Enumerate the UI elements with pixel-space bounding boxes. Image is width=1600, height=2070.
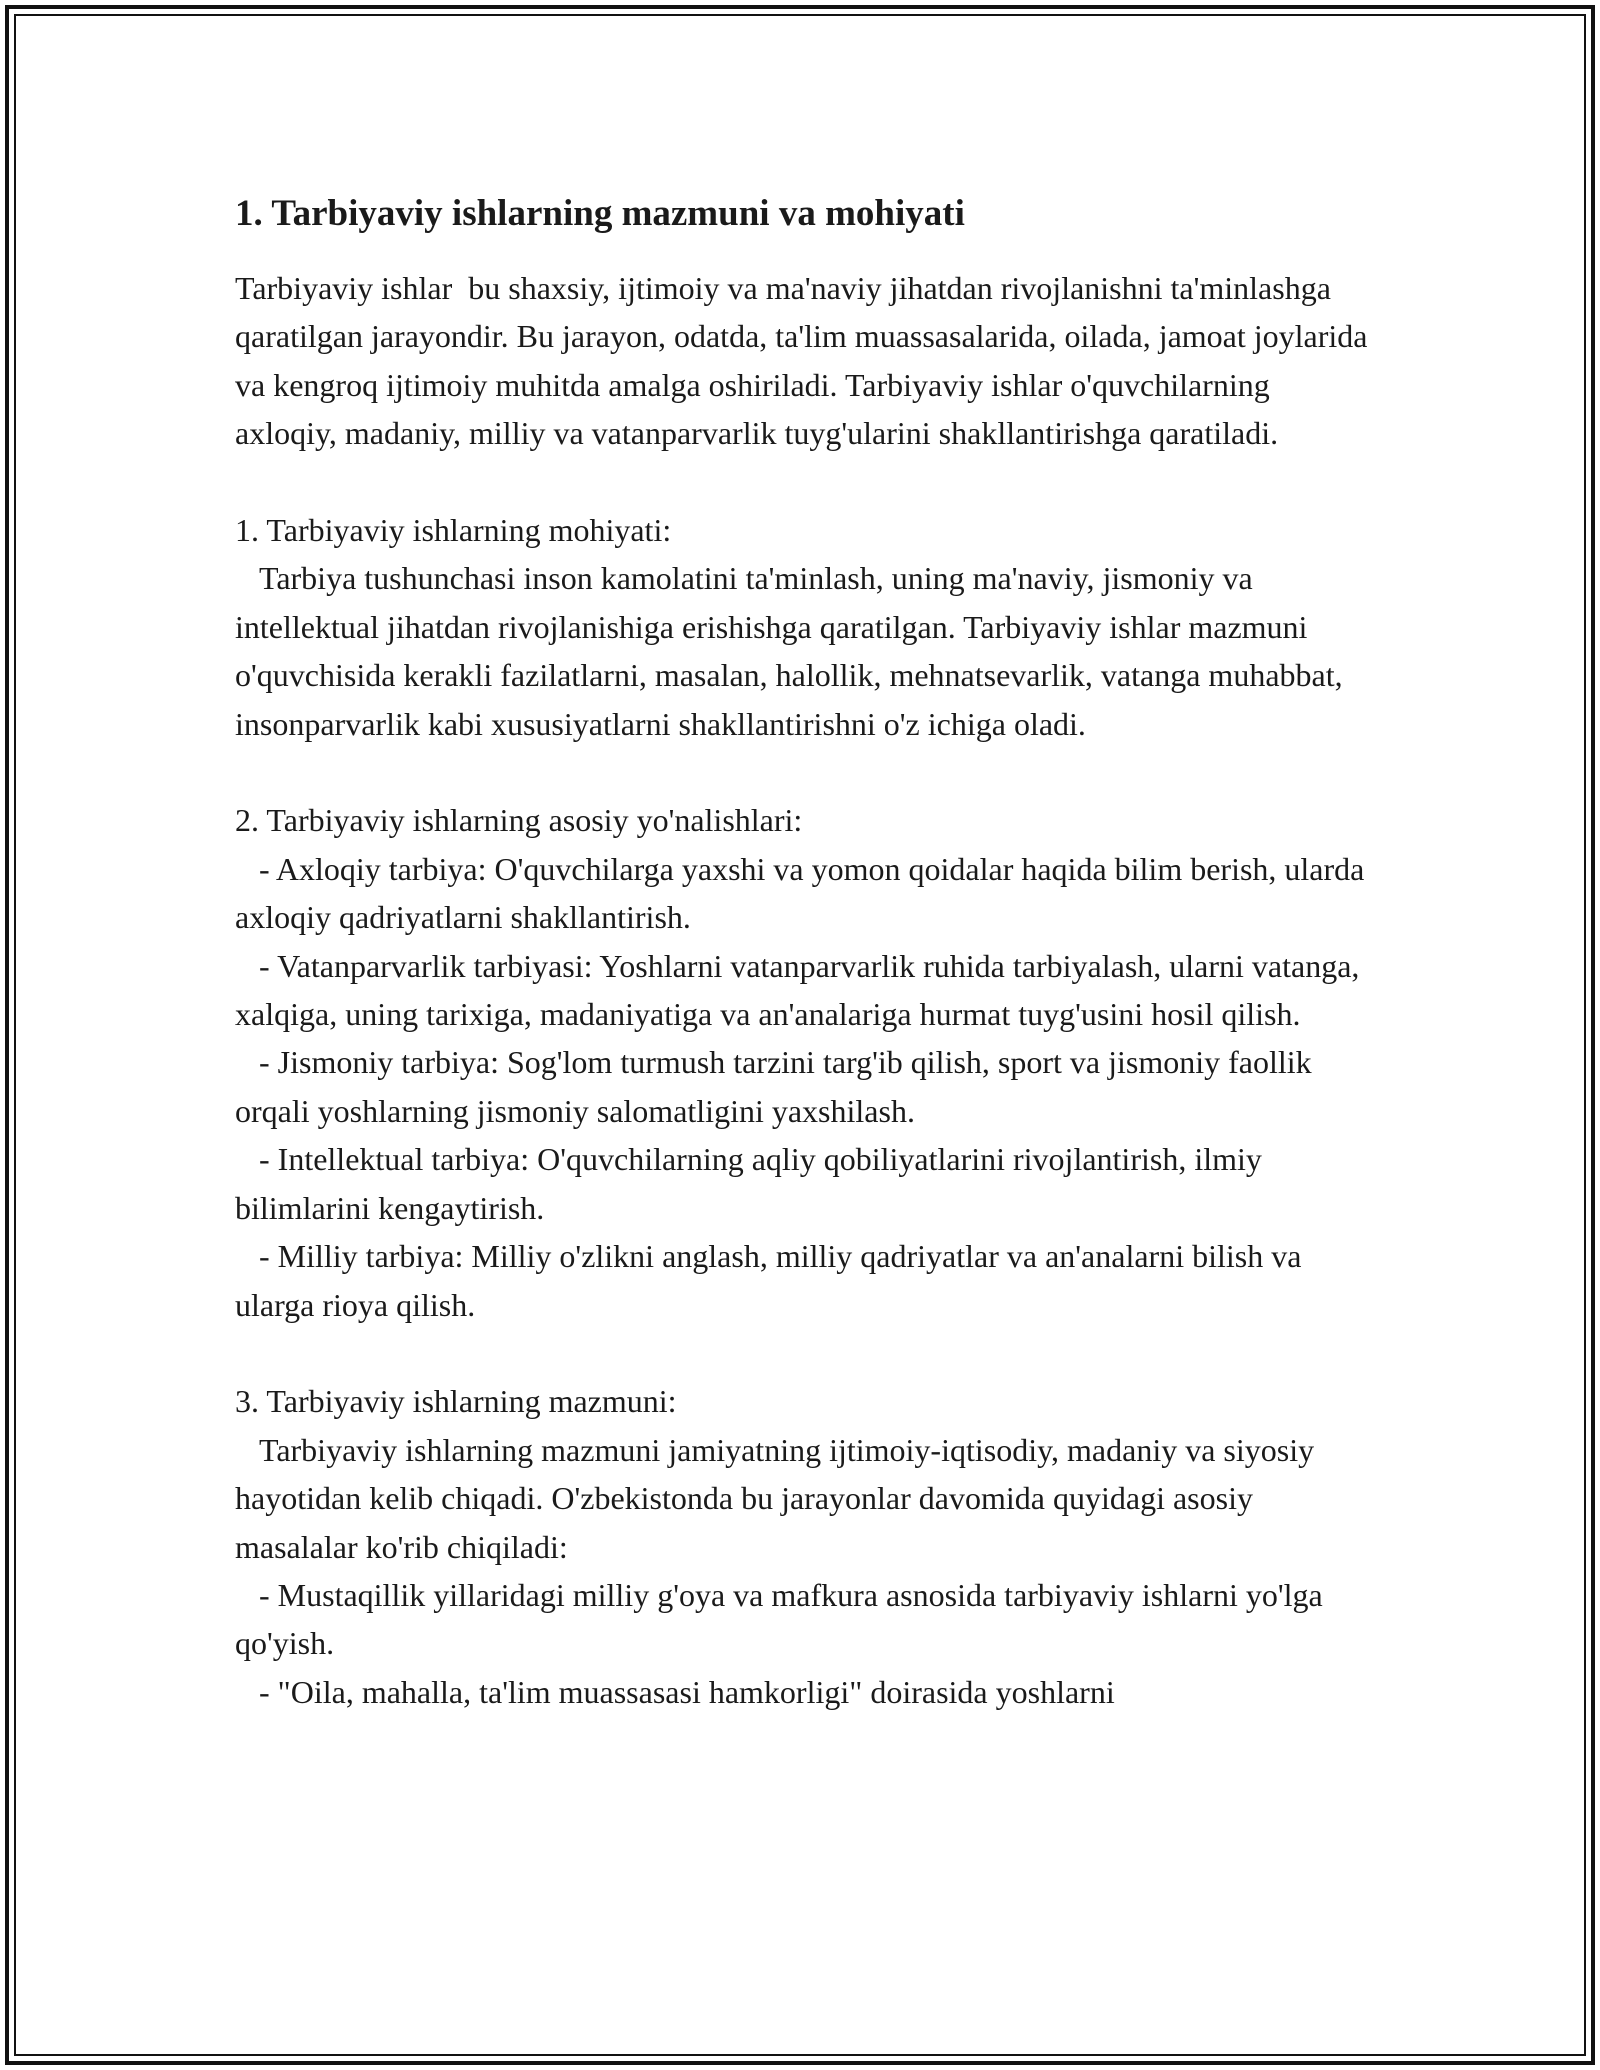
section-essence [235, 506, 1375, 748]
list-item: - Milliy tarbiya: Milliy o'zlikni anglash, milliy qadriyatlar va an'analarni bilish va ularga rioya qilish. [235, 1238, 1310, 1323]
section-spacer [235, 458, 1375, 506]
section-spacer [235, 1329, 1375, 1377]
intro-paragraph: Tarbiyaviy ishlar bu shaxsiy, ijtimoiy va ma'naviy jihatdan rivojlanishni ta'minlashga qaratilgan jarayondir. Bu jarayon, odatda, ta'lim muassasalarida, oilada, jamoat joylarida va kengroq ijtimoiy muhitda amalga oshiriladi. Tarbiyaviy ishlar o'quvchilarning axloqiy, madaniy, milliy va vatanparvarlik tuyg'ularini shakllantirishga qaratiladi. [235, 270, 1376, 452]
section-directions [235, 796, 1375, 1328]
list-item: - "Oila, mahalla, ta'lim muassasasi hamkorligi" doirasida yoshlarni [235, 1673, 1115, 1710]
list-item: - Mustaqillik yillaridagi milliy g'oya va mafkura asnosida tarbiyaviy ishlarni yo'lga qo'yish. [235, 1576, 1331, 1662]
list-item: - Intellektual tarbiya: O'quvchilarning aqliy qobiliyatlarini rivojlantirish, ilmiy bilimlarini kengaytirish. [235, 1141, 1270, 1226]
section-spacer [235, 748, 1375, 796]
list-item: - Axloqiy tarbiya: O'quvchilarga yaxshi va yomon qoidalar haqida bilim berish, ularda axloqiy qadriyatlarni shakllantirish. [235, 850, 1373, 936]
section-heading: 1. Tarbiyaviy ishlarning mohiyati: [235, 512, 672, 549]
document-body [235, 186, 1375, 1716]
list-item: - Jismoniy tarbiya: Sog'lom turmush tarzini targ'ib qilish, sport va jismoniy faollik orqali yoshlarning jismoniy salomatligini yaxshilash. [235, 1044, 1320, 1129]
section-heading: 2. Tarbiyaviy ishlarning asosiy yo'nalishlari: [235, 802, 803, 839]
section-paragraph: Tarbiyaviy ishlarning mazmuni jamiyatning ijtimoiy-iqtisodiy, madaniy va siyosiy hayotidan kelib chiqadi. O'zbekistonda bu jarayonlar davomida quyidagi asosiy masalalar ko'rib chiqiladi: [235, 1431, 1323, 1565]
section-paragraph: Tarbiya tushunchasi inson kamolatini ta'minlash, uning ma'naviy, jismoniy va intellektual jihatdan rivojlanishiga erishishga qaratilgan. Tarbiyaviy ishlar mazmuni o'quvchisida kerakli fazilatlarni, masalan, halollik, mehnatsevarlik, vatanga muhabbat, insonparvarlik kabi xususiyatlarni shakllantirishni o'z ichiga oladi. [235, 560, 1351, 742]
section-heading: 3. Tarbiyaviy ishlarning mazmuni: [235, 1383, 677, 1420]
section-content [235, 1377, 1375, 1716]
document-title: 1. Tarbiyaviy ishlarning mazmuni va mohiyati [235, 193, 965, 234]
list-item: - Vatanparvarlik tarbiyasi: Yoshlarni vatanparvarlik ruhida tarbiyalash, ularni vatanga, xalqiga, uning tarixiga, madaniyatiga va an'analariga hurmat tuyg'usini hosil qilish. [235, 947, 1368, 1033]
